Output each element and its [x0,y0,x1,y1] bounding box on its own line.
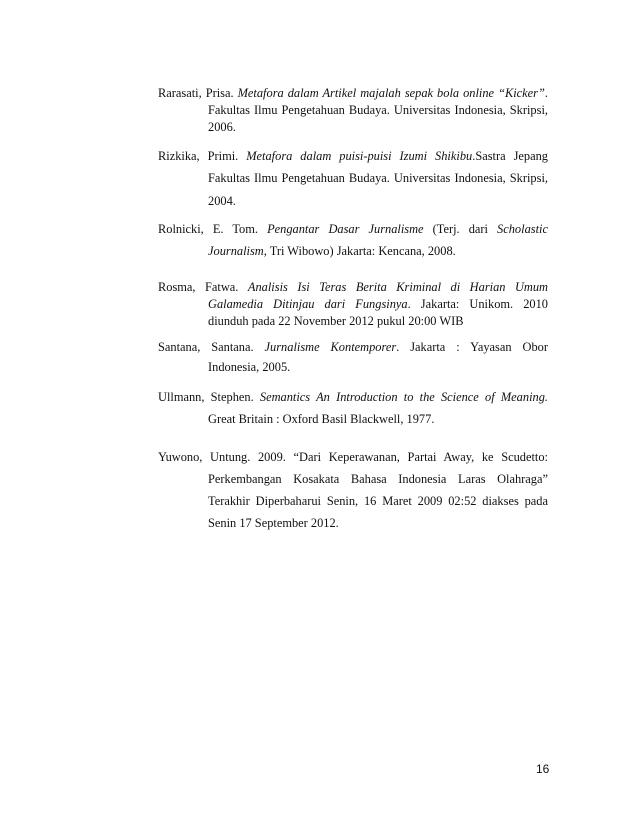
page-number: 16 [536,762,550,776]
reference-line [208,103,548,118]
reference-text: Rarasati, Prisa. [158,86,238,100]
reference-text: Great Britain : Oxford Basil Blackwell, 1977. [208,412,435,426]
reference-text: Perkembangan Kosakata Bahasa Indonesia Laras Olahraga” [208,472,548,486]
reference-line [158,280,548,295]
reference-text: Senin 17 September 2012. [208,516,339,530]
reference-text: Santana, Santana. [158,340,265,354]
reference-line [158,340,548,355]
reference-line [208,360,290,375]
reference-line [158,222,548,237]
reference-line [208,472,548,487]
reference-text: Tri Wibowo) Jakarta: Kencana, 2008. [266,244,456,258]
reference-line [208,516,339,531]
reference-text: Ullmann, Stephen. [158,390,260,404]
reference-line [208,171,548,186]
reference-text: Terakhir Diperbaharui Senin, 16 Maret 2009 02:52 diakses pada [208,494,548,508]
reference-title: Scholastic [497,222,548,236]
reference-title: Metafora dalam Artikel majalah sepak bola online “Kicker” [237,86,545,100]
reference-text: diunduh pada 22 November 2012 pukul 20:00 WIB [208,314,464,328]
reference-text: 2004. [208,194,236,208]
reference-text: . Jakarta : Yayasan Obor [396,340,548,354]
reference-title: Journalism, [208,244,267,258]
reference-text: . [544,86,548,100]
reference-line [208,194,236,209]
reference-line [158,390,548,405]
reference-title: Jurnalisme Kontemporer [264,340,397,354]
reference-title: Analisis Isi Teras Berita Kriminal di Harian Umum [247,280,549,294]
reference-line [208,314,463,329]
reference-title: Galamedia Ditinjau dari Fungsinya [208,297,408,311]
reference-title: Semantics An Introduction to the Science of Meaning. [259,390,548,404]
reference-line [208,244,456,259]
reference-line [208,120,236,135]
reference-text: Indonesia, 2005. [208,360,291,374]
reference-text: Fakultas Ilmu Pengetahuan Budaya. Universitas Indonesia, Skripsi, [208,103,548,117]
reference-text: .Sastra Jepang [472,149,548,163]
reference-line [208,412,434,427]
reference-text: Rizkika, Primi. [158,149,247,163]
reference-title: Metafora dalam puisi-puisi Izumi Shikibu [246,149,473,163]
reference-line [208,494,548,509]
reference-text: 2006. [208,120,236,134]
reference-text: Yuwono, Untung. 2009. “Dari Keperawanan, Partai Away, ke Scudetto: [158,450,548,464]
reference-text: . Jakarta: Unikom. 2010 [407,297,548,311]
reference-text: (Terj. dari [423,222,498,236]
reference-title: Pengantar Dasar Jurnalisme [267,222,424,236]
reference-text: Fakultas Ilmu Pengetahuan Budaya. Universitas Indonesia, Skripsi, [208,171,548,185]
reference-line [158,149,548,164]
reference-line [158,450,548,465]
reference-line [208,297,548,312]
reference-text: Rosma, Fatwa. [158,280,248,294]
reference-text: Rolnicki, E. Tom. [158,222,268,236]
reference-line [158,86,548,101]
